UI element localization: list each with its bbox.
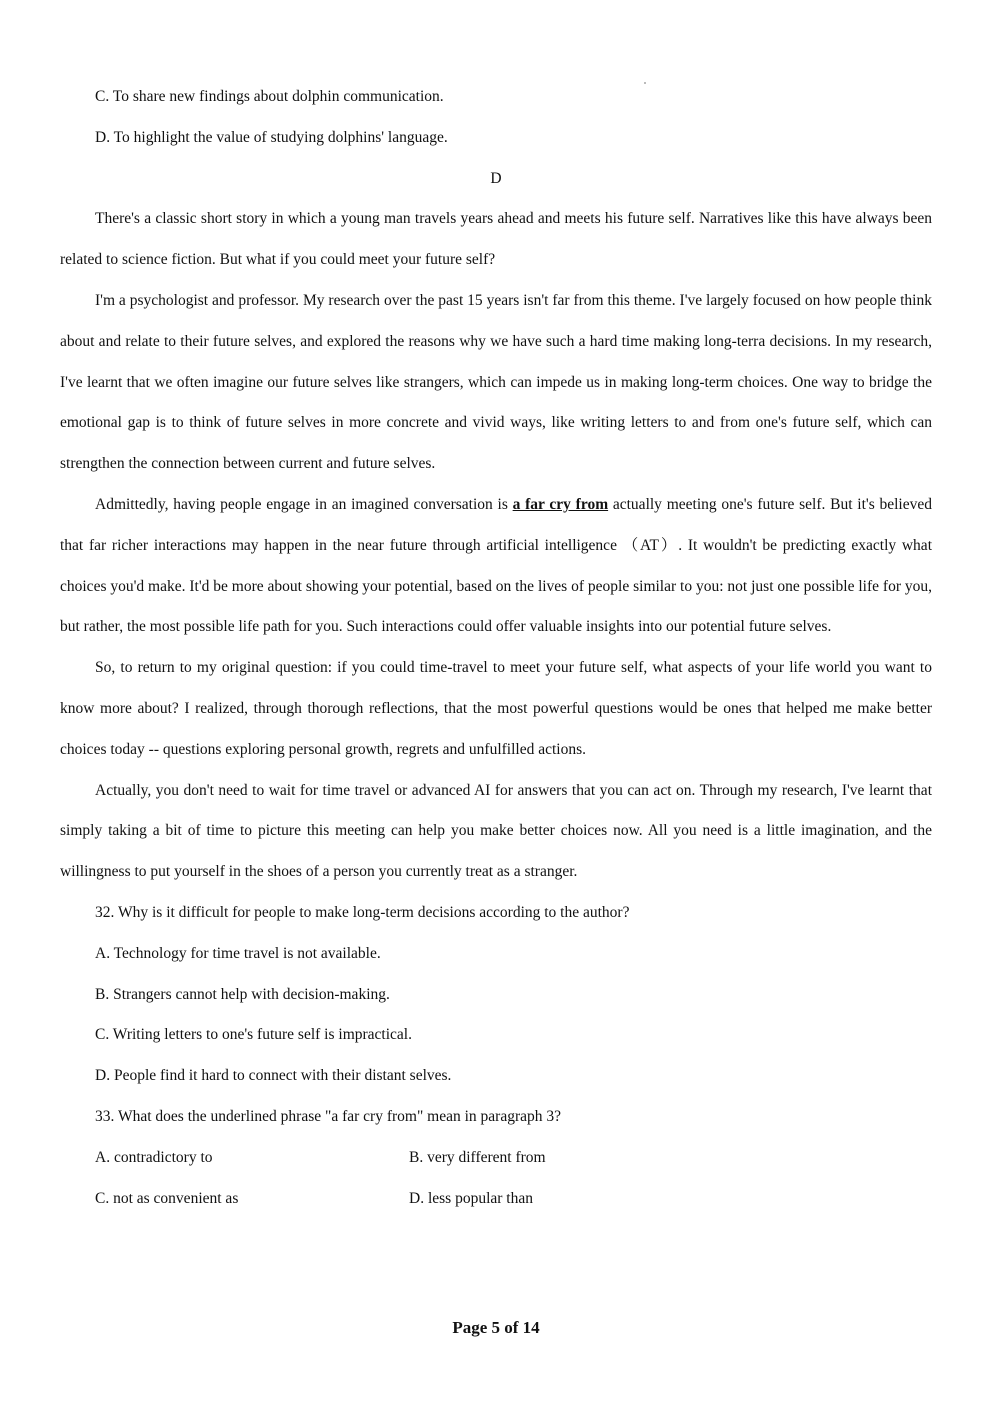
q33-options-row-1 [60,1138,932,1179]
question-32: 32. Why is it difficult for people to make long-term decisions according to the author? [95,903,630,921]
question-33: 33. What does the underlined phrase "a far cry from" mean in paragraph 3? [95,1107,561,1125]
paragraph-3-before: Admittedly, having people engage in an imagined conversation is [95,495,513,513]
prev-option-d: D. To highlight the value of studying dolphins' language. [95,128,448,146]
q32-option-d: D. People find it hard to connect with their distant selves. [95,1067,452,1085]
paragraph-3-after: actually meeting one's future self. But it's believed that far richer interactions may happen in the near future through artificial intelligence （AT）. It wouldn't be predicting exactly what choices you'd make. It'd be more about showing your potential, based on the lives of people similar to you: not just one possible life for you, but rather, the most possible life path for you. Such interactions could offer valuable insights into our potential future selves. [60,495,932,636]
q33-option-d: D. less popular than [409,1189,533,1207]
paragraph-3 [60,485,932,648]
page-footer [0,1318,992,1338]
document-page [60,77,932,1219]
q33-option-a: A. contradictory to [95,1148,213,1166]
q33-option-c: C. not as convenient as [95,1189,239,1207]
q33-option-b: B. very different from [409,1148,546,1166]
prev-option-c: C. To share new findings about dolphin communication. [95,88,444,105]
q32-option-b: B. Strangers cannot help with decision-making. [95,985,390,1003]
q32-option-a: A. Technology for time travel is not available. [95,944,381,962]
footer-page-word: Page [452,1318,488,1337]
q33-options-row-2 [60,1179,932,1220]
footer-of-word: of [504,1318,519,1337]
underlined-phrase: a far cry from [512,495,609,513]
footer-total-pages: 14 [522,1318,540,1337]
paragraph-5: Actually, you don't need to wait for time travel or advanced AI for answers that you can act on. Through my research, I've learnt that simply taking a bit of time to picture this meeting can help you make better choices now. All you need is a little imagination, and the willingness to put yourself in the shoes of a person you currently treat as a stranger. [60,781,932,881]
paragraph-4: So, to return to my original question: if you could time-travel to meet your future self, what aspects of your life world you want to know more about? I realized, through thorough reflections, that the most powerful questions would be ones that helped me make better choices today -- questions exploring personal growth, regrets and unfulfilled actions. [60,659,932,758]
q32-option-c: C. Writing letters to one's future self is impractical. [95,1026,412,1044]
footer-page-number: 5 [491,1318,500,1337]
paragraph-2: I'm a psychologist and professor. My research over the past 15 years isn't far from this theme. I've largely focused on how people think about and relate to their future selves, and explored the reasons why we have such a hard time making long-terra decisions. In my research, I've learnt that we often imagine our future selves like strangers, which can impede us in making long-term choices. One way to bridge the emotional gap is to think of future selves in more concrete and vivid ways, like writing letters to and from one's future self, which can strengthen the connection between current and future selves. [60,291,932,473]
section-label: D [490,169,502,187]
paragraph-1: There's a classic short story in which a young man travels years ahead and meets his future self. Narratives like this have always been related to science fiction. But what if you could meet your future self? [60,210,932,269]
